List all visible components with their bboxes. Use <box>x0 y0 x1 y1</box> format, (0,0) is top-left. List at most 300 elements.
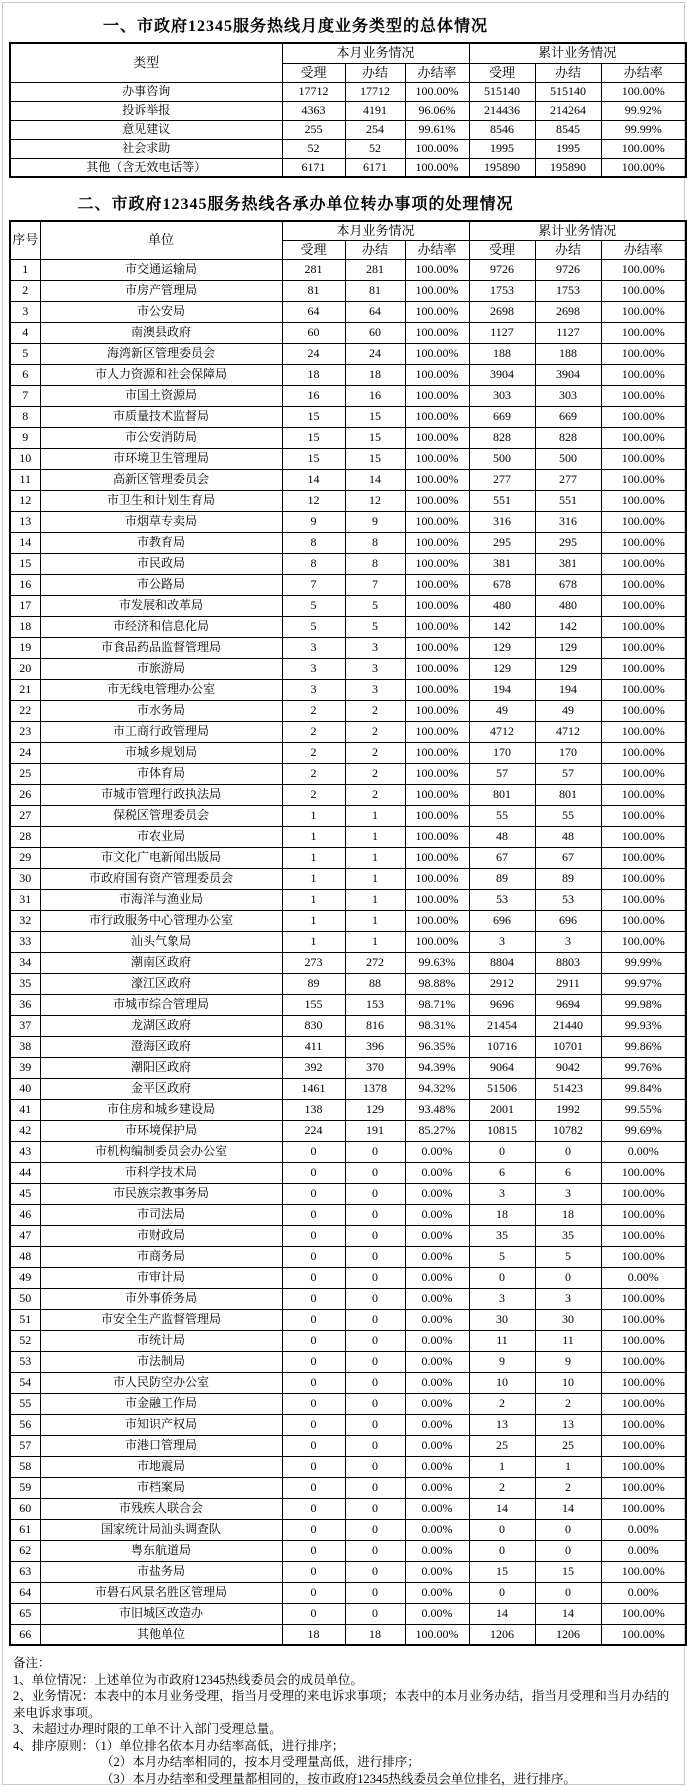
table-cell: 100.00% <box>601 82 686 101</box>
notes <box>3 1646 684 1787</box>
table-cell: 市统计局 <box>40 1330 282 1351</box>
table-cell: 53 <box>469 889 535 910</box>
table-cell: 0 <box>282 1456 345 1477</box>
table-cell: 100.00% <box>405 532 469 553</box>
table-cell: 99.97% <box>601 973 686 994</box>
table-cell: 12 <box>10 490 40 511</box>
table-cell: 55 <box>535 805 601 826</box>
table-cell: 34 <box>10 952 40 973</box>
table-cell: 100.00% <box>601 1162 686 1183</box>
table-cell: 99.93% <box>601 1015 686 1036</box>
table-cell: 0.00% <box>405 1435 469 1456</box>
table-cell: 9042 <box>535 1057 601 1078</box>
table-cell: 49 <box>469 700 535 721</box>
table-cell: 市体育局 <box>40 763 282 784</box>
table-row <box>10 595 686 616</box>
table-row <box>10 1372 686 1393</box>
table-cell: 市公安消防局 <box>40 427 282 448</box>
table-cell: 1 <box>345 910 405 931</box>
table-cell: 100.00% <box>405 910 469 931</box>
table-cell: 南澳县政府 <box>40 322 282 343</box>
table-cell: 281 <box>345 259 405 280</box>
table-cell: 8 <box>345 553 405 574</box>
table-cell: 29 <box>10 847 40 868</box>
table-cell: 3 <box>282 637 345 658</box>
table-cell: 0 <box>469 1582 535 1603</box>
table-cell: 2 <box>469 1393 535 1414</box>
table-cell: 0 <box>345 1267 405 1288</box>
table-cell: 0 <box>345 1603 405 1624</box>
table-cell: 市烟草专卖局 <box>40 511 282 532</box>
table-cell: 100.00% <box>405 595 469 616</box>
table-cell: 0 <box>535 1519 601 1540</box>
table-cell: 254 <box>345 120 405 139</box>
table-cell: 2 <box>345 784 405 805</box>
table-cell: 18 <box>10 616 40 637</box>
table-cell: 1753 <box>469 280 535 301</box>
table-row <box>10 1540 686 1561</box>
table-row <box>10 910 686 931</box>
table-cell: 0 <box>345 1225 405 1246</box>
table-row <box>10 1162 686 1183</box>
table-cell: 0.00% <box>405 1246 469 1267</box>
table-cell: 澄海区政府 <box>40 1036 282 1057</box>
table-cell: 9696 <box>469 994 535 1015</box>
table-row <box>10 1498 686 1519</box>
table-cell: 0 <box>282 1309 345 1330</box>
table-cell: 0.00% <box>601 1540 686 1561</box>
table-row <box>10 343 686 364</box>
table-cell: 15 <box>10 553 40 574</box>
table-cell: 142 <box>535 616 601 637</box>
table-cell: 59 <box>10 1477 40 1498</box>
table-cell: 100.00% <box>601 616 686 637</box>
table-cell: 64 <box>345 301 405 322</box>
table-cell: 7 <box>345 574 405 595</box>
table-cell: 188 <box>469 343 535 364</box>
table-cell: 65 <box>10 1603 40 1624</box>
table-row <box>10 1624 686 1645</box>
table-cell: 市礐石风景名胜区管理局 <box>40 1582 282 1603</box>
table-cell: 1 <box>345 931 405 952</box>
table-row <box>10 658 686 679</box>
table-cell: 市盐务局 <box>40 1561 282 1582</box>
col-group-monthly: 本月业务情况 <box>282 43 469 63</box>
table-cell: 100.00% <box>405 784 469 805</box>
table-cell: 100.00% <box>601 1603 686 1624</box>
table-cell: 194 <box>469 679 535 700</box>
table-cell: 21440 <box>535 1015 601 1036</box>
table-cell: 153 <box>345 994 405 1015</box>
table-cell: 801 <box>535 784 601 805</box>
table-cell: 5 <box>469 1246 535 1267</box>
table-cell: 0 <box>345 1351 405 1372</box>
table-row <box>10 1582 686 1603</box>
table-cell: 市金融工作局 <box>40 1393 282 1414</box>
table-cell: 24 <box>10 742 40 763</box>
table-cell: 市司法局 <box>40 1204 282 1225</box>
table-cell: 100.00% <box>601 448 686 469</box>
table-cell: 48 <box>10 1246 40 1267</box>
table-cell: 0 <box>282 1561 345 1582</box>
table-cell: 0 <box>282 1162 345 1183</box>
table-cell: 54 <box>10 1372 40 1393</box>
table-cell: 0.00% <box>405 1477 469 1498</box>
table-cell: 170 <box>535 742 601 763</box>
table-cell: 100.00% <box>405 427 469 448</box>
table-cell: 0 <box>282 1477 345 1498</box>
table-cell: 62 <box>10 1540 40 1561</box>
table-cell: 100.00% <box>601 364 686 385</box>
table-cell: 2 <box>282 784 345 805</box>
table-cell: 高新区管理委员会 <box>40 469 282 490</box>
table-cell: 100.00% <box>601 1393 686 1414</box>
table-cell: 669 <box>469 406 535 427</box>
table-cell: 市知识产权局 <box>40 1414 282 1435</box>
table-cell: 5 <box>282 595 345 616</box>
table-cell: 6171 <box>282 158 345 177</box>
table-cell: 100.00% <box>601 1372 686 1393</box>
table-cell: 100.00% <box>601 1561 686 1582</box>
table-cell: 市财政局 <box>40 1225 282 1246</box>
table-cell: 195890 <box>469 158 535 177</box>
table-cell: 1 <box>10 259 40 280</box>
table-cell: 海湾新区管理委员会 <box>40 343 282 364</box>
table-cell: 15 <box>282 406 345 427</box>
table-cell: 2 <box>345 721 405 742</box>
table-row <box>10 301 686 322</box>
table-cell: 678 <box>469 574 535 595</box>
table-cell: 0 <box>345 1372 405 1393</box>
table-cell: 100.00% <box>601 658 686 679</box>
table-cell: 1 <box>282 931 345 952</box>
table-row <box>10 1351 686 1372</box>
table-cell: 53 <box>10 1351 40 1372</box>
table-cell: 100.00% <box>405 742 469 763</box>
table-cell: 13 <box>535 1414 601 1435</box>
col-header-completion-rate: 办结率 <box>601 240 686 259</box>
table-cell: 9064 <box>469 1057 535 1078</box>
table-row <box>10 994 686 1015</box>
table-cell: 57 <box>535 763 601 784</box>
table-cell: 9726 <box>469 259 535 280</box>
table-cell: 30 <box>535 1309 601 1330</box>
table-cell: 0 <box>282 1435 345 1456</box>
table-cell: 35 <box>10 973 40 994</box>
table-cell: 市教育局 <box>40 532 282 553</box>
table-cell: 1 <box>282 910 345 931</box>
table-row <box>10 1099 686 1120</box>
table-cell: 281 <box>282 259 345 280</box>
table-cell: 2 <box>282 721 345 742</box>
table-cell: 38 <box>10 1036 40 1057</box>
table-cell: 市质量技术监督局 <box>40 406 282 427</box>
table-cell: 515140 <box>535 82 601 101</box>
table-cell: 市地震局 <box>40 1456 282 1477</box>
table-cell: 17 <box>10 595 40 616</box>
table-cell: 500 <box>535 448 601 469</box>
table-row <box>10 1183 686 1204</box>
table-cell: 14 <box>345 469 405 490</box>
table-cell: 100.00% <box>405 158 469 177</box>
table-cell: 2 <box>535 1393 601 1414</box>
table-cell: 14 <box>10 532 40 553</box>
table-cell: 市商务局 <box>40 1246 282 1267</box>
table-cell: 0.00% <box>405 1561 469 1582</box>
table-cell: 669 <box>535 406 601 427</box>
table-cell: 129 <box>469 658 535 679</box>
table-cell: 2001 <box>469 1099 535 1120</box>
table-cell: 57 <box>469 763 535 784</box>
table-cell: 696 <box>535 910 601 931</box>
table-cell: 23 <box>10 721 40 742</box>
table-cell: 100.00% <box>405 301 469 322</box>
table-cell: 94.39% <box>405 1057 469 1078</box>
table-cell: 0 <box>282 1183 345 1204</box>
table-cell: 1 <box>345 847 405 868</box>
table-row <box>10 805 686 826</box>
table-cell: 20 <box>10 658 40 679</box>
col-header-unit: 单位 <box>40 221 282 259</box>
col-header-completion-rate: 办结率 <box>405 63 469 82</box>
table-cell: 100.00% <box>601 259 686 280</box>
table-cell: 64 <box>10 1582 40 1603</box>
table-cell: 3 <box>469 931 535 952</box>
table-cell: 0 <box>469 1267 535 1288</box>
table-cell: 市民族宗教事务局 <box>40 1183 282 1204</box>
table-cell: 100.00% <box>405 637 469 658</box>
table-cell: 2912 <box>469 973 535 994</box>
table-cell: 8803 <box>535 952 601 973</box>
table-cell: 市旧城区改造办 <box>40 1603 282 1624</box>
table-cell: 51506 <box>469 1078 535 1099</box>
table-cell: 8 <box>10 406 40 427</box>
table-row <box>10 763 686 784</box>
table-cell: 515140 <box>469 82 535 101</box>
table-cell: 2698 <box>469 301 535 322</box>
table-cell: 224 <box>282 1120 345 1141</box>
table-cell: 16 <box>345 385 405 406</box>
table-row <box>10 868 686 889</box>
table-cell: 98.31% <box>405 1015 469 1036</box>
table-row <box>10 742 686 763</box>
table-cell: 3 <box>345 679 405 700</box>
table-cell: 0 <box>345 1183 405 1204</box>
table-cell: 100.00% <box>601 679 686 700</box>
table-cell: 100.00% <box>405 889 469 910</box>
table-row <box>10 259 686 280</box>
table-row <box>10 637 686 658</box>
table-cell: 9694 <box>535 994 601 1015</box>
table-cell: 2 <box>469 1477 535 1498</box>
table-cell: 9726 <box>535 259 601 280</box>
table-cell: 市行政服务中心管理办公室 <box>40 910 282 931</box>
table-cell: 2 <box>345 742 405 763</box>
table-cell: 381 <box>535 553 601 574</box>
table-cell: 潮南区政府 <box>40 952 282 973</box>
table-cell: 100.00% <box>405 385 469 406</box>
table-cell: 1 <box>282 847 345 868</box>
table-cell: 100.00% <box>405 763 469 784</box>
table-cell: 4 <box>10 322 40 343</box>
col-header-completion-rate: 办结率 <box>601 63 686 82</box>
table-cell: 100.00% <box>405 679 469 700</box>
table-cell: 9 <box>10 427 40 448</box>
table-cell: 100.00% <box>601 826 686 847</box>
table-cell: 13 <box>469 1414 535 1435</box>
table-cell: 39 <box>10 1057 40 1078</box>
table-cell: 8 <box>345 532 405 553</box>
table-cell: 100.00% <box>601 322 686 343</box>
table-cell: 9 <box>535 1351 601 1372</box>
col-header-accepted: 受理 <box>282 240 345 259</box>
table-cell: 5 <box>345 616 405 637</box>
table-cell: 17712 <box>345 82 405 101</box>
table-cell: 19 <box>10 637 40 658</box>
table-cell: 99.98% <box>601 994 686 1015</box>
table-cell: 295 <box>469 532 535 553</box>
table-cell: 100.00% <box>601 1624 686 1645</box>
table-cell: 0 <box>345 1309 405 1330</box>
table-row <box>10 427 686 448</box>
table-cell: 0.00% <box>405 1309 469 1330</box>
table-row <box>10 679 686 700</box>
table-cell: 0.00% <box>601 1267 686 1288</box>
monthly-type-table <box>9 42 687 178</box>
table-cell: 99.84% <box>601 1078 686 1099</box>
table-row <box>10 1267 686 1288</box>
table-cell: 81 <box>282 280 345 301</box>
table-cell: 市外事侨务局 <box>40 1288 282 1309</box>
table-cell: 市房产管理局 <box>40 280 282 301</box>
table-cell: 0 <box>469 1141 535 1162</box>
table-cell: 55 <box>10 1393 40 1414</box>
table-cell: 138 <box>282 1099 345 1120</box>
table-cell: 市交通运输局 <box>40 259 282 280</box>
table-cell: 100.00% <box>601 343 686 364</box>
table-cell: 0 <box>345 1498 405 1519</box>
table-cell: 100.00% <box>601 1498 686 1519</box>
table-cell: 0.00% <box>601 1582 686 1603</box>
table-cell: 0 <box>345 1246 405 1267</box>
table-cell: 5 <box>282 616 345 637</box>
table-row <box>10 1078 686 1099</box>
table-cell: 市国土资源局 <box>40 385 282 406</box>
table-cell: 100.00% <box>601 763 686 784</box>
table-cell: 316 <box>535 511 601 532</box>
table-cell: 99.55% <box>601 1099 686 1120</box>
table-cell: 15 <box>535 1561 601 1582</box>
table-cell: 社会求助 <box>10 139 282 158</box>
table-cell: 15 <box>469 1561 535 1582</box>
table-cell: 35 <box>469 1225 535 1246</box>
table-cell: 1206 <box>535 1624 601 1645</box>
table-cell: 100.00% <box>601 637 686 658</box>
table-cell: 93.48% <box>405 1099 469 1120</box>
table-cell: 3 <box>10 301 40 322</box>
table-cell: 市公安局 <box>40 301 282 322</box>
table-cell: 100.00% <box>405 931 469 952</box>
table-cell: 1 <box>345 805 405 826</box>
table-cell: 98.88% <box>405 973 469 994</box>
table-cell: 市城市管理行政执法局 <box>40 784 282 805</box>
table-cell: 14 <box>535 1603 601 1624</box>
table-cell: 0.00% <box>405 1582 469 1603</box>
table-cell: 49 <box>10 1267 40 1288</box>
table-cell: 194 <box>535 679 601 700</box>
table-row <box>10 1603 686 1624</box>
table-cell: 市工商行政管理局 <box>40 721 282 742</box>
table-cell: 0 <box>345 1561 405 1582</box>
table-cell: 0 <box>469 1540 535 1561</box>
table-cell: 99.61% <box>405 120 469 139</box>
table-cell: 11 <box>10 469 40 490</box>
table-cell: 100.00% <box>601 742 686 763</box>
table-cell: 6 <box>469 1162 535 1183</box>
table-cell: 33 <box>10 931 40 952</box>
table-cell: 100.00% <box>601 532 686 553</box>
table-cell: 3 <box>535 931 601 952</box>
table-row <box>10 120 686 139</box>
table-cell: 14 <box>469 1603 535 1624</box>
unit-transfer-table <box>9 220 687 1646</box>
table-cell: 2 <box>282 742 345 763</box>
table-cell: 0.00% <box>405 1603 469 1624</box>
col-group-monthly: 本月业务情况 <box>282 221 469 240</box>
table-cell: 100.00% <box>601 868 686 889</box>
table-cell: 0.00% <box>601 1519 686 1540</box>
table-cell: 100.00% <box>601 469 686 490</box>
table-cell: 8546 <box>469 120 535 139</box>
table-cell: 100.00% <box>601 1309 686 1330</box>
table-cell: 100.00% <box>405 658 469 679</box>
col-header-completed: 办结 <box>345 63 405 82</box>
table-cell: 500 <box>469 448 535 469</box>
table-row <box>10 490 686 511</box>
table-row <box>10 1288 686 1309</box>
table-row <box>10 280 686 301</box>
table-cell: 6171 <box>345 158 405 177</box>
table-cell: 0 <box>282 1519 345 1540</box>
table-cell: 142 <box>469 616 535 637</box>
table-cell: 市城乡规划局 <box>40 742 282 763</box>
table-cell: 其他单位 <box>40 1624 282 1645</box>
table-cell: 100.00% <box>405 511 469 532</box>
table-cell: 830 <box>282 1015 345 1036</box>
table-cell: 100.00% <box>601 574 686 595</box>
table-cell: 粤东航道局 <box>40 1540 282 1561</box>
table-row <box>10 1036 686 1057</box>
table-cell: 市政府国有资产管理委员会 <box>40 868 282 889</box>
table-cell: 195890 <box>535 158 601 177</box>
table-cell: 9 <box>345 511 405 532</box>
table-cell: 0.00% <box>405 1414 469 1435</box>
table-cell: 0 <box>282 1372 345 1393</box>
table-cell: 18 <box>282 1624 345 1645</box>
col-header-accepted: 受理 <box>282 63 345 82</box>
table-cell: 3 <box>535 1288 601 1309</box>
table-cell: 0 <box>282 1267 345 1288</box>
table-cell: 55 <box>469 805 535 826</box>
table-cell: 255 <box>282 120 345 139</box>
table-row <box>10 364 686 385</box>
table-cell: 89 <box>535 868 601 889</box>
table-cell: 100.00% <box>601 553 686 574</box>
table-cell: 21454 <box>469 1015 535 1036</box>
table-cell: 32 <box>10 910 40 931</box>
table-cell: 295 <box>535 532 601 553</box>
table-cell: 国家统计局汕头调查队 <box>40 1519 282 1540</box>
